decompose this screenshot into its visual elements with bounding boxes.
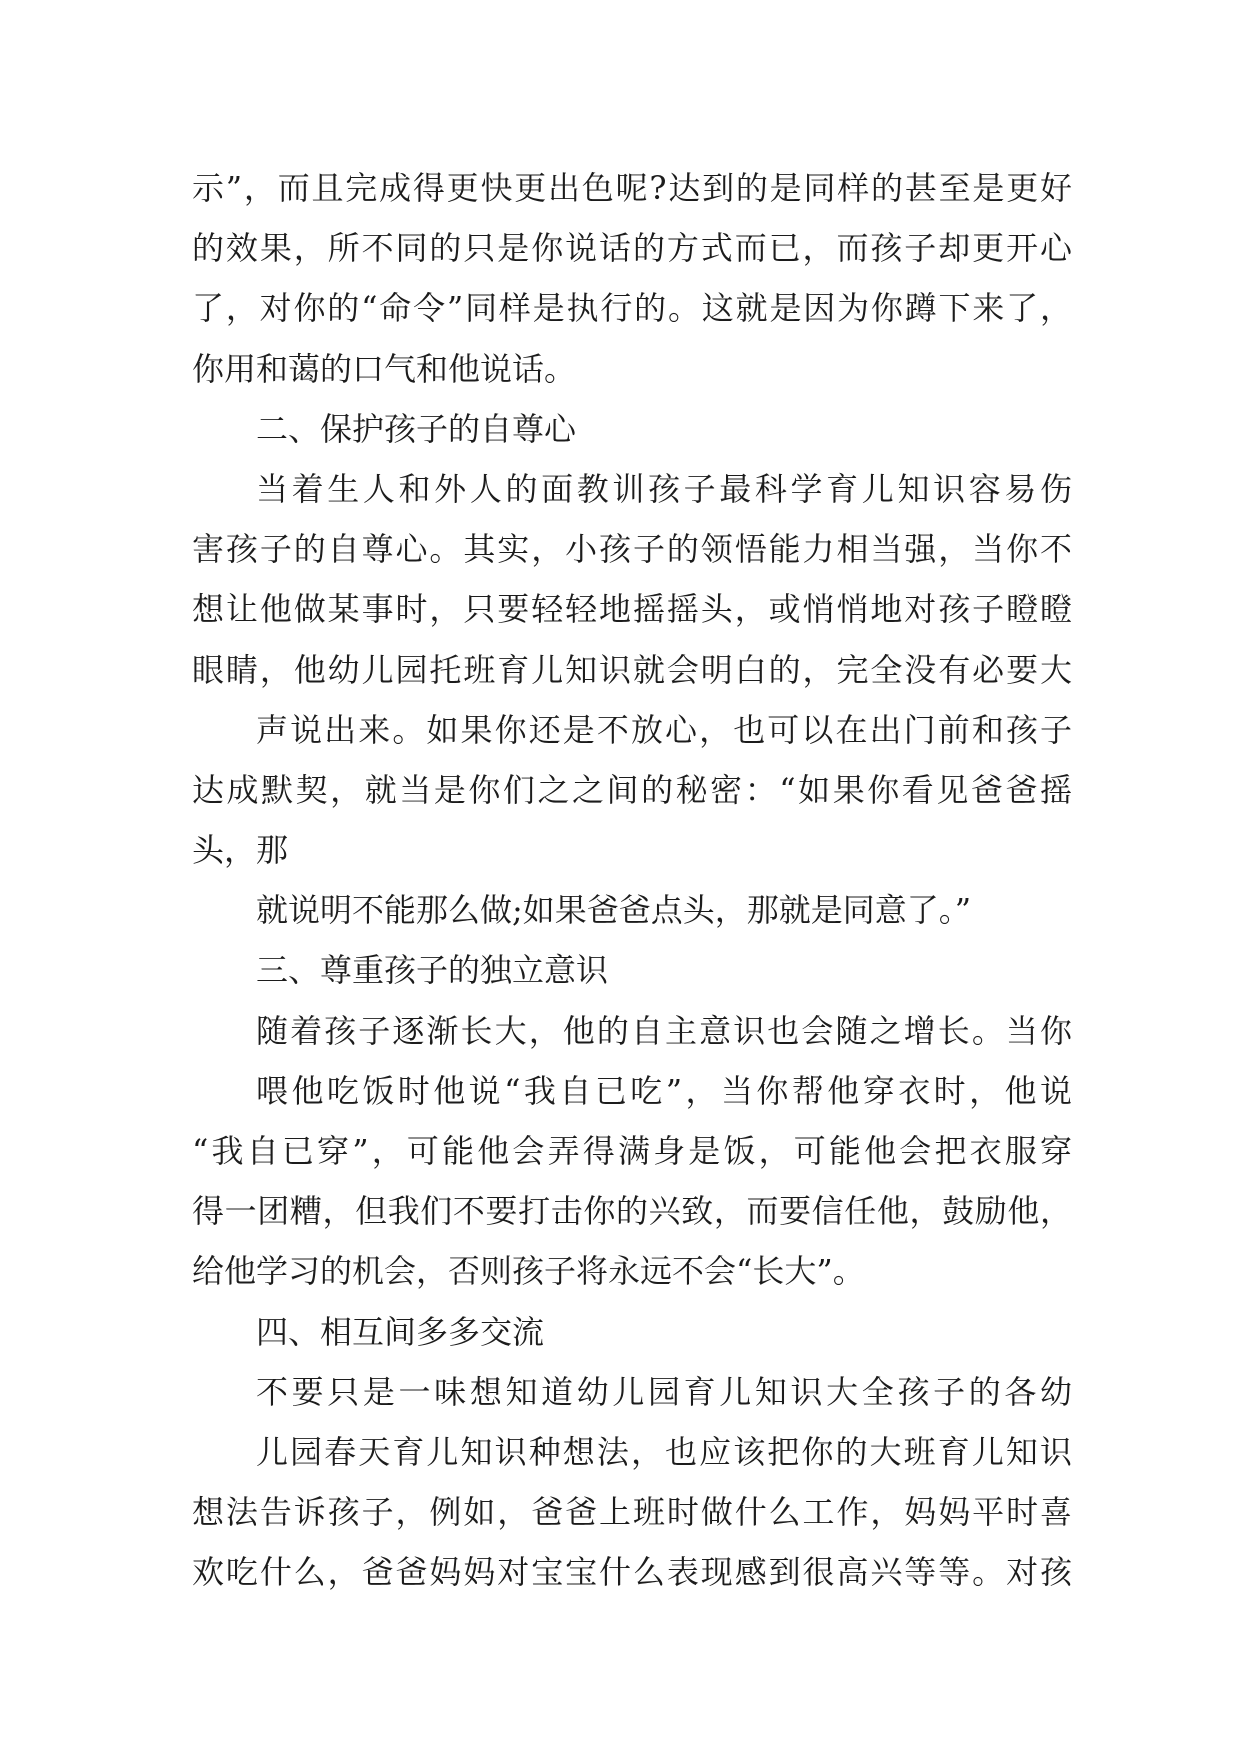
text-line: 二、保护孩子的自尊心 [256, 409, 577, 448]
text-line: 眼睛，他幼儿园托班育儿知识就会明白的，完全没有必要大 [192, 650, 1072, 689]
text-line: 你用和蔼的口气和他说话。 [192, 349, 577, 388]
text-line: 想让他做某事时，只要轻轻地摇摇头，或悄悄地对孩子瞪瞪 [192, 590, 1072, 629]
text-line: 声说出来。如果你还是不放心，也可以在出门前和孩子 [256, 710, 1072, 749]
text-line: 达成默契，就当是你们之之间的秘密：“如果你看见爸爸摇 [192, 770, 1072, 809]
text-line: 欢吃什么，爸爸妈妈对宝宝什么表现感到很高兴等等。对孩 [192, 1553, 1072, 1592]
document-body [192, 158, 1072, 1603]
text-line: 想法告诉孩子，例如，爸爸上班时做什么工作，妈妈平时喜 [192, 1493, 1072, 1532]
text-line: 儿园春天育儿知识种想法，也应该把你的大班育儿知识 [256, 1432, 1072, 1471]
text-line: 四、相互间多多交流 [256, 1312, 545, 1351]
text-line: 三、尊重孩子的独立意识 [256, 951, 609, 990]
text-line: 就说明不能那么做;如果爸爸点头，那就是同意了。” [256, 891, 972, 930]
text-line: 当着生人和外人的面教训孩子最科学育儿知识容易伤 [256, 469, 1072, 508]
text-line: “我自已穿”，可能他会弄得满身是饭，可能他会把衣服穿 [192, 1132, 1072, 1170]
text-line: 示”，而且完成得更快更出色呢?达到的是同样的甚至是更好 [192, 169, 1072, 207]
text-line: 头，那 [192, 831, 289, 870]
text-line: 喂他吃饭时他说“我自已吃”，当你帮他穿衣时，他说 [256, 1071, 1072, 1110]
text-line: 的效果，所不同的只是你说话的方式而已，而孩子却更开心 [192, 229, 1072, 268]
text-line: 得一团糟，但我们不要打击你的兴致，而要信任他，鼓励他， [192, 1192, 1072, 1231]
text-line: 不要只是一味想知道幼儿园育儿知识大全孩子的各幼 [256, 1372, 1072, 1411]
text-line: 给他学习的机会，否则孩子将永远不会“长大”。 [192, 1252, 865, 1291]
text-line: 随着孩子逐渐长大，他的自主意识也会随之增长。当你 [256, 1011, 1072, 1050]
text-line: 了，对你的“命令”同样是执行的。这就是因为你蹲下来了， [192, 289, 1072, 328]
text-line: 害孩子的自尊心。其实，小孩子的领悟能力相当强，当你不 [192, 530, 1072, 569]
